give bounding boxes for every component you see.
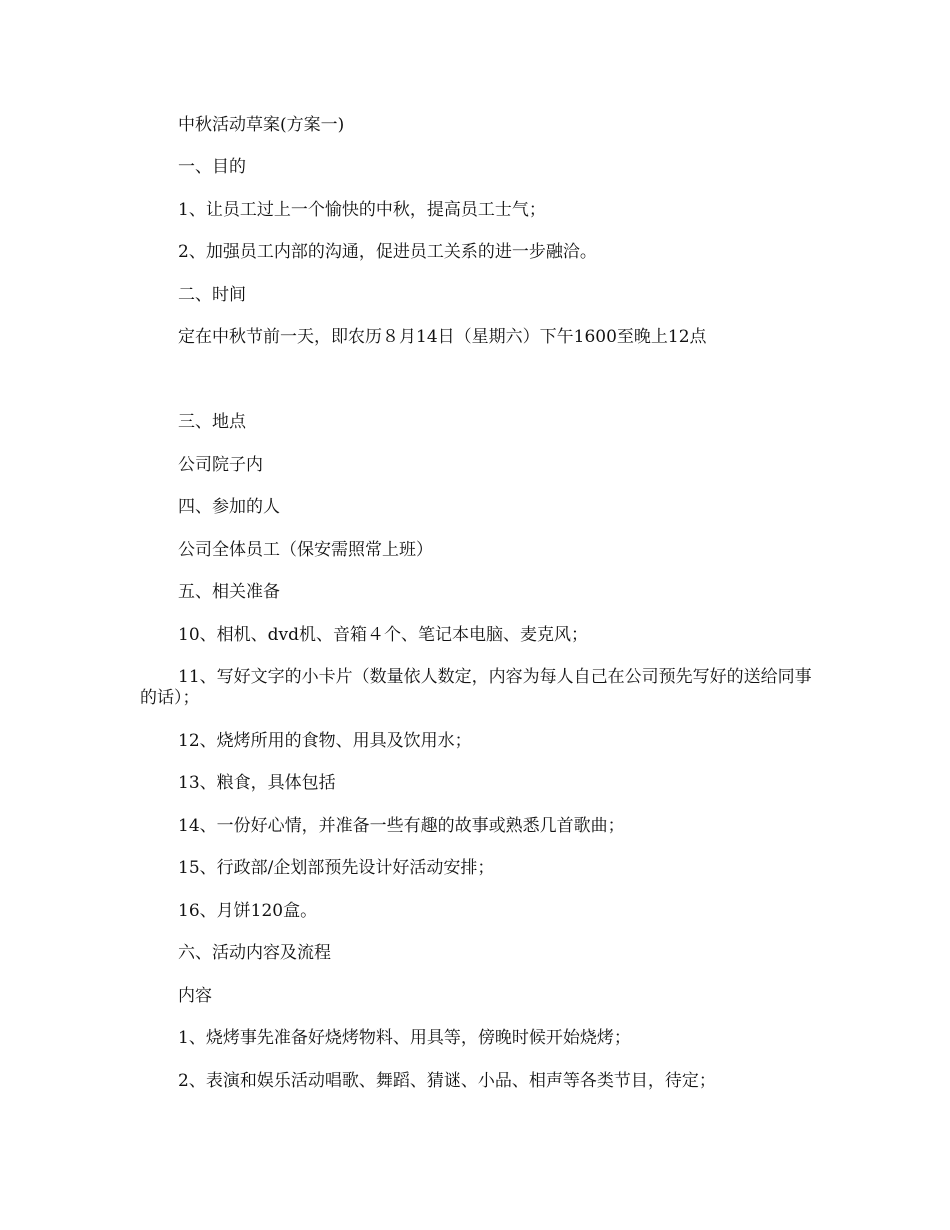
time-text: 定在中秋节前一天，即农历８月14日（星期六）下午1600至晚上12点 <box>178 327 707 347</box>
content-label: 内容 <box>178 986 212 1006</box>
prep-item-12: 12、烧烤所用的食物、用具及饮用水； <box>178 731 472 751</box>
participants-heading: 四、参加的人 <box>178 497 280 517</box>
prep-item-11: 11、写好文字的小卡片（数量依人数定，内容为每人自己在公司预先写好的送给同事的话）； <box>140 667 812 708</box>
purpose-item-2: 2、加强员工内部的沟通，促进员工关系的进一步融洽。 <box>178 242 597 262</box>
activity-heading: 六、活动内容及流程 <box>178 943 331 963</box>
prep-item-13: 13、粮食，具体包括 <box>178 773 336 793</box>
place-heading: 三、地点 <box>178 412 246 432</box>
prep-item-10: 10、相机、dvd机、音箱４个、笔记本电脑、麦克风； <box>178 625 588 645</box>
participants-text: 公司全体员工（保安需照常上班） <box>178 540 433 560</box>
document-title: 中秋活动草案(方案一) <box>178 115 345 135</box>
activity-item-1: 1、烧烤事先准备好烧烤物料、用具等，傍晚时候开始烧烤； <box>178 1028 631 1048</box>
prep-item-14: 14、一份好心情，并准备一些有趣的故事或熟悉几首歌曲； <box>178 816 625 836</box>
purpose-item-1: 1、让员工过上一个愉快的中秋，提高员工士气； <box>178 200 546 220</box>
activity-item-2: 2、表演和娱乐活动唱歌、舞蹈、猜谜、小品、相声等各类节目，待定； <box>178 1071 716 1091</box>
prep-heading: 五、相关准备 <box>178 582 280 602</box>
prep-item-16: 16、月饼120盒。 <box>178 901 318 921</box>
prep-item-15: 15、行政部/企划部预先设计好活动安排； <box>178 858 495 878</box>
place-text: 公司院子内 <box>178 455 263 475</box>
purpose-heading: 一、目的 <box>178 157 246 177</box>
time-heading: 二、时间 <box>178 285 246 305</box>
